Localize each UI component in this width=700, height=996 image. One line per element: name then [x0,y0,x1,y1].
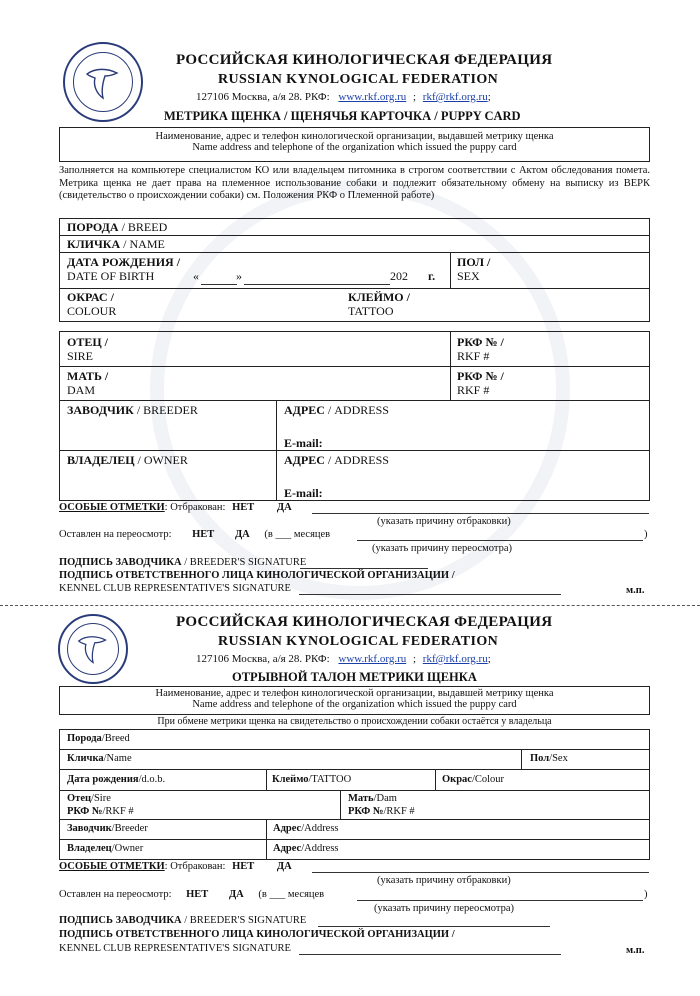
stub-exchange-note: При обмене метрики щенка на свидетельство о происхождении собаки остаётся у владельца [157,716,552,727]
site-link[interactable]: www.rkf.org.ru [338,91,407,103]
stub-rep-signature-ru: ПОДПИСЬ ОТВЕТСТВЕННОГО ЛИЦА КИНОЛОГИЧЕСКОЙ ОРГАНИЗАЦИИ / [59,929,455,940]
stub-reexam-close: ) [644,889,648,900]
dob-close-quote: » [236,269,242,283]
stub-stamp-place: м.п. [626,945,645,956]
stub-dam[interactable]: Мать/Dam РКФ №/RKF # [348,793,415,817]
stamp-place: м.п. [626,585,645,596]
stub-breeder[interactable]: Заводчик/Breeder [67,823,148,834]
stub-owner[interactable]: Владелец/Owner [67,843,144,854]
reexam-reason-hint: (указать причину переосмотра) [372,543,513,554]
field-breeder[interactable]: ЗАВОДЧИК / BREEDER [67,403,198,417]
field-colour[interactable]: ОКРАС / COLOUR [67,290,117,318]
issuing-org-ru: Наименование, адрес и телефон кинологической организации, выдавшей метрику щенка [155,131,554,142]
dob-year: 202 [390,269,408,283]
field-name[interactable]: КЛИЧКА / NAME [67,237,165,251]
stub-breed[interactable]: Порода/Breed [67,733,130,744]
cut-line [0,605,700,606]
dob-g: г. [428,269,436,283]
org-name-ru: РОССИЙСКАЯ КИНОЛОГИЧЕСКАЯ ФЕДЕРАЦИЯ [176,52,553,68]
stub-tattoo[interactable]: Клеймо/TATTOO [272,774,352,785]
stub-breeder-address[interactable]: Адрес/Address [273,823,339,834]
stub-rep-signature-en[interactable]: KENNEL CLUB REPRESENTATIVE'S SIGNATURE [59,943,291,954]
issuing-org-en: Name address and telephone of the organization which issued the puppy card [192,142,517,153]
field-tattoo[interactable]: КЛЕЙМО / TATTOO [348,290,410,318]
org-name-en: RUSSIAN KYNOLOGICAL FEDERATION [218,72,499,87]
breeder-signature[interactable]: ПОДПИСЬ ЗАВОДЧИКА / BREEDER'S SIGNATURE [59,557,307,568]
field-breeder-address[interactable]: АДРЕС / ADDRESS [284,403,389,417]
field-sire[interactable]: ОТЕЦ / SIRE [67,335,109,363]
rep-signature-ru: ПОДПИСЬ ОТВЕТСТВЕННОГО ЛИЦА КИНОЛОГИЧЕСКОЙ ОРГАНИЗАЦИИ / [59,570,455,581]
stub-sire[interactable]: Отец/Sire РКФ №/RKF # [67,793,134,817]
field-dob[interactable]: ДАТА РОЖДЕНИЯ / DATE OF BIRTH [67,255,181,283]
stub-issuing-org-box: Наименование, адрес и телефон кинологической организации, выдавшей метрику щенка Name address and telephone of the organization which issued the puppy card [59,686,650,715]
card-title: МЕТРИКА ЩЕНКА / ЩЕНЯЧЬЯ КАРТОЧКА / PUPPY CARD [164,109,521,123]
stub-email-link[interactable]: rkf@rkf.org.ru [422,653,488,665]
fill-note: Заполняется на компьютере специалистом КО или владельцем питомника в строгом соответствии с Актом обследования помета. Метрика щенка не дает права на племенное использование собаки и подлежит обязательному обмену на выписку из ВЕРК (свидетельство о происхождении собаки) см. Положения РКФ о Племенной работе) [59,165,650,201]
email-link[interactable]: rkf@rkf.org.ru [422,91,488,103]
stub-reexam-reason-hint: (указать причину переосмотра) [374,903,515,914]
stub-site-link[interactable]: www.rkf.org.ru [338,653,407,665]
stub-special-marks: ОСОБЫЕ ОТМЕТКИ: Отбракован: НЕТ ДА [59,861,292,872]
stub-org-name-en: RUSSIAN KYNOLOGICAL FEDERATION [218,634,499,649]
stub-org-name-ru: РОССИЙСКАЯ КИНОЛОГИЧЕСКАЯ ФЕДЕРАЦИЯ [176,614,553,630]
reexam-row: Оставлен на переосмотр: НЕТ ДА (в ___ месяцев [59,529,331,540]
dob-open-quote: « [193,269,199,283]
stub-owner-address[interactable]: Адрес/Address [273,843,339,854]
field-sire-rkf[interactable]: РКФ № / RKF # [457,335,504,363]
field-owner[interactable]: ВЛАДЕЛЕЦ / OWNER [67,453,188,467]
rkf-logo [63,42,143,122]
stub-colour[interactable]: Окрас/Colour [442,774,505,785]
field-breed[interactable]: ПОРОДА / BREED [67,220,168,234]
rkf-logo-stub [58,614,128,684]
stub-reexam-row: Оставлен на переосмотр: НЕТ ДА (в ___ месяцев [59,889,325,900]
stub-cull-reason-hint: (указать причину отбраковки) [377,875,511,886]
field-breeder-email[interactable]: E-mail: [284,436,323,450]
stub-title: ОТРЫВНОЙ ТАЛОН МЕТРИКИ ЩЕНКА [232,670,477,684]
org-address: 127106 Москва, а/я 28. РКФ: www.rkf.org.ru ; rkf@rkf.org.ru; [196,91,491,103]
rep-signature-en[interactable]: KENNEL CLUB REPRESENTATIVE'S SIGNATURE [59,583,291,594]
stub-org-address: 127106 Москва, а/я 28. РКФ: www.rkf.org.ru ; rkf@rkf.org.ru; [196,653,491,665]
special-marks: ОСОБЫЕ ОТМЕТКИ: Отбракован: НЕТ ДА [59,502,292,513]
field-dam[interactable]: МАТЬ / DAM [67,369,109,397]
field-owner-address[interactable]: АДРЕС / ADDRESS [284,453,389,467]
cull-reason-hint: (указать причину отбраковки) [377,516,511,527]
borzoi-head-icon [83,64,123,102]
issuing-org-box [59,127,650,162]
field-owner-email[interactable]: E-mail: [284,486,323,500]
borzoi-head-icon [74,632,112,666]
field-sex[interactable]: ПОЛ / SEX [457,255,491,283]
stub-breeder-signature[interactable]: ПОДПИСЬ ЗАВОДЧИКА / BREEDER'S SIGNATURE [59,915,307,926]
stub-name[interactable]: Кличка/Name [67,753,132,764]
stub-sex[interactable]: Пол/Sex [530,753,568,764]
reexam-close: ) [644,529,648,540]
field-dam-rkf[interactable]: РКФ № / RKF # [457,369,504,397]
stub-dob[interactable]: Дата рождения/d.o.b. [67,774,166,785]
